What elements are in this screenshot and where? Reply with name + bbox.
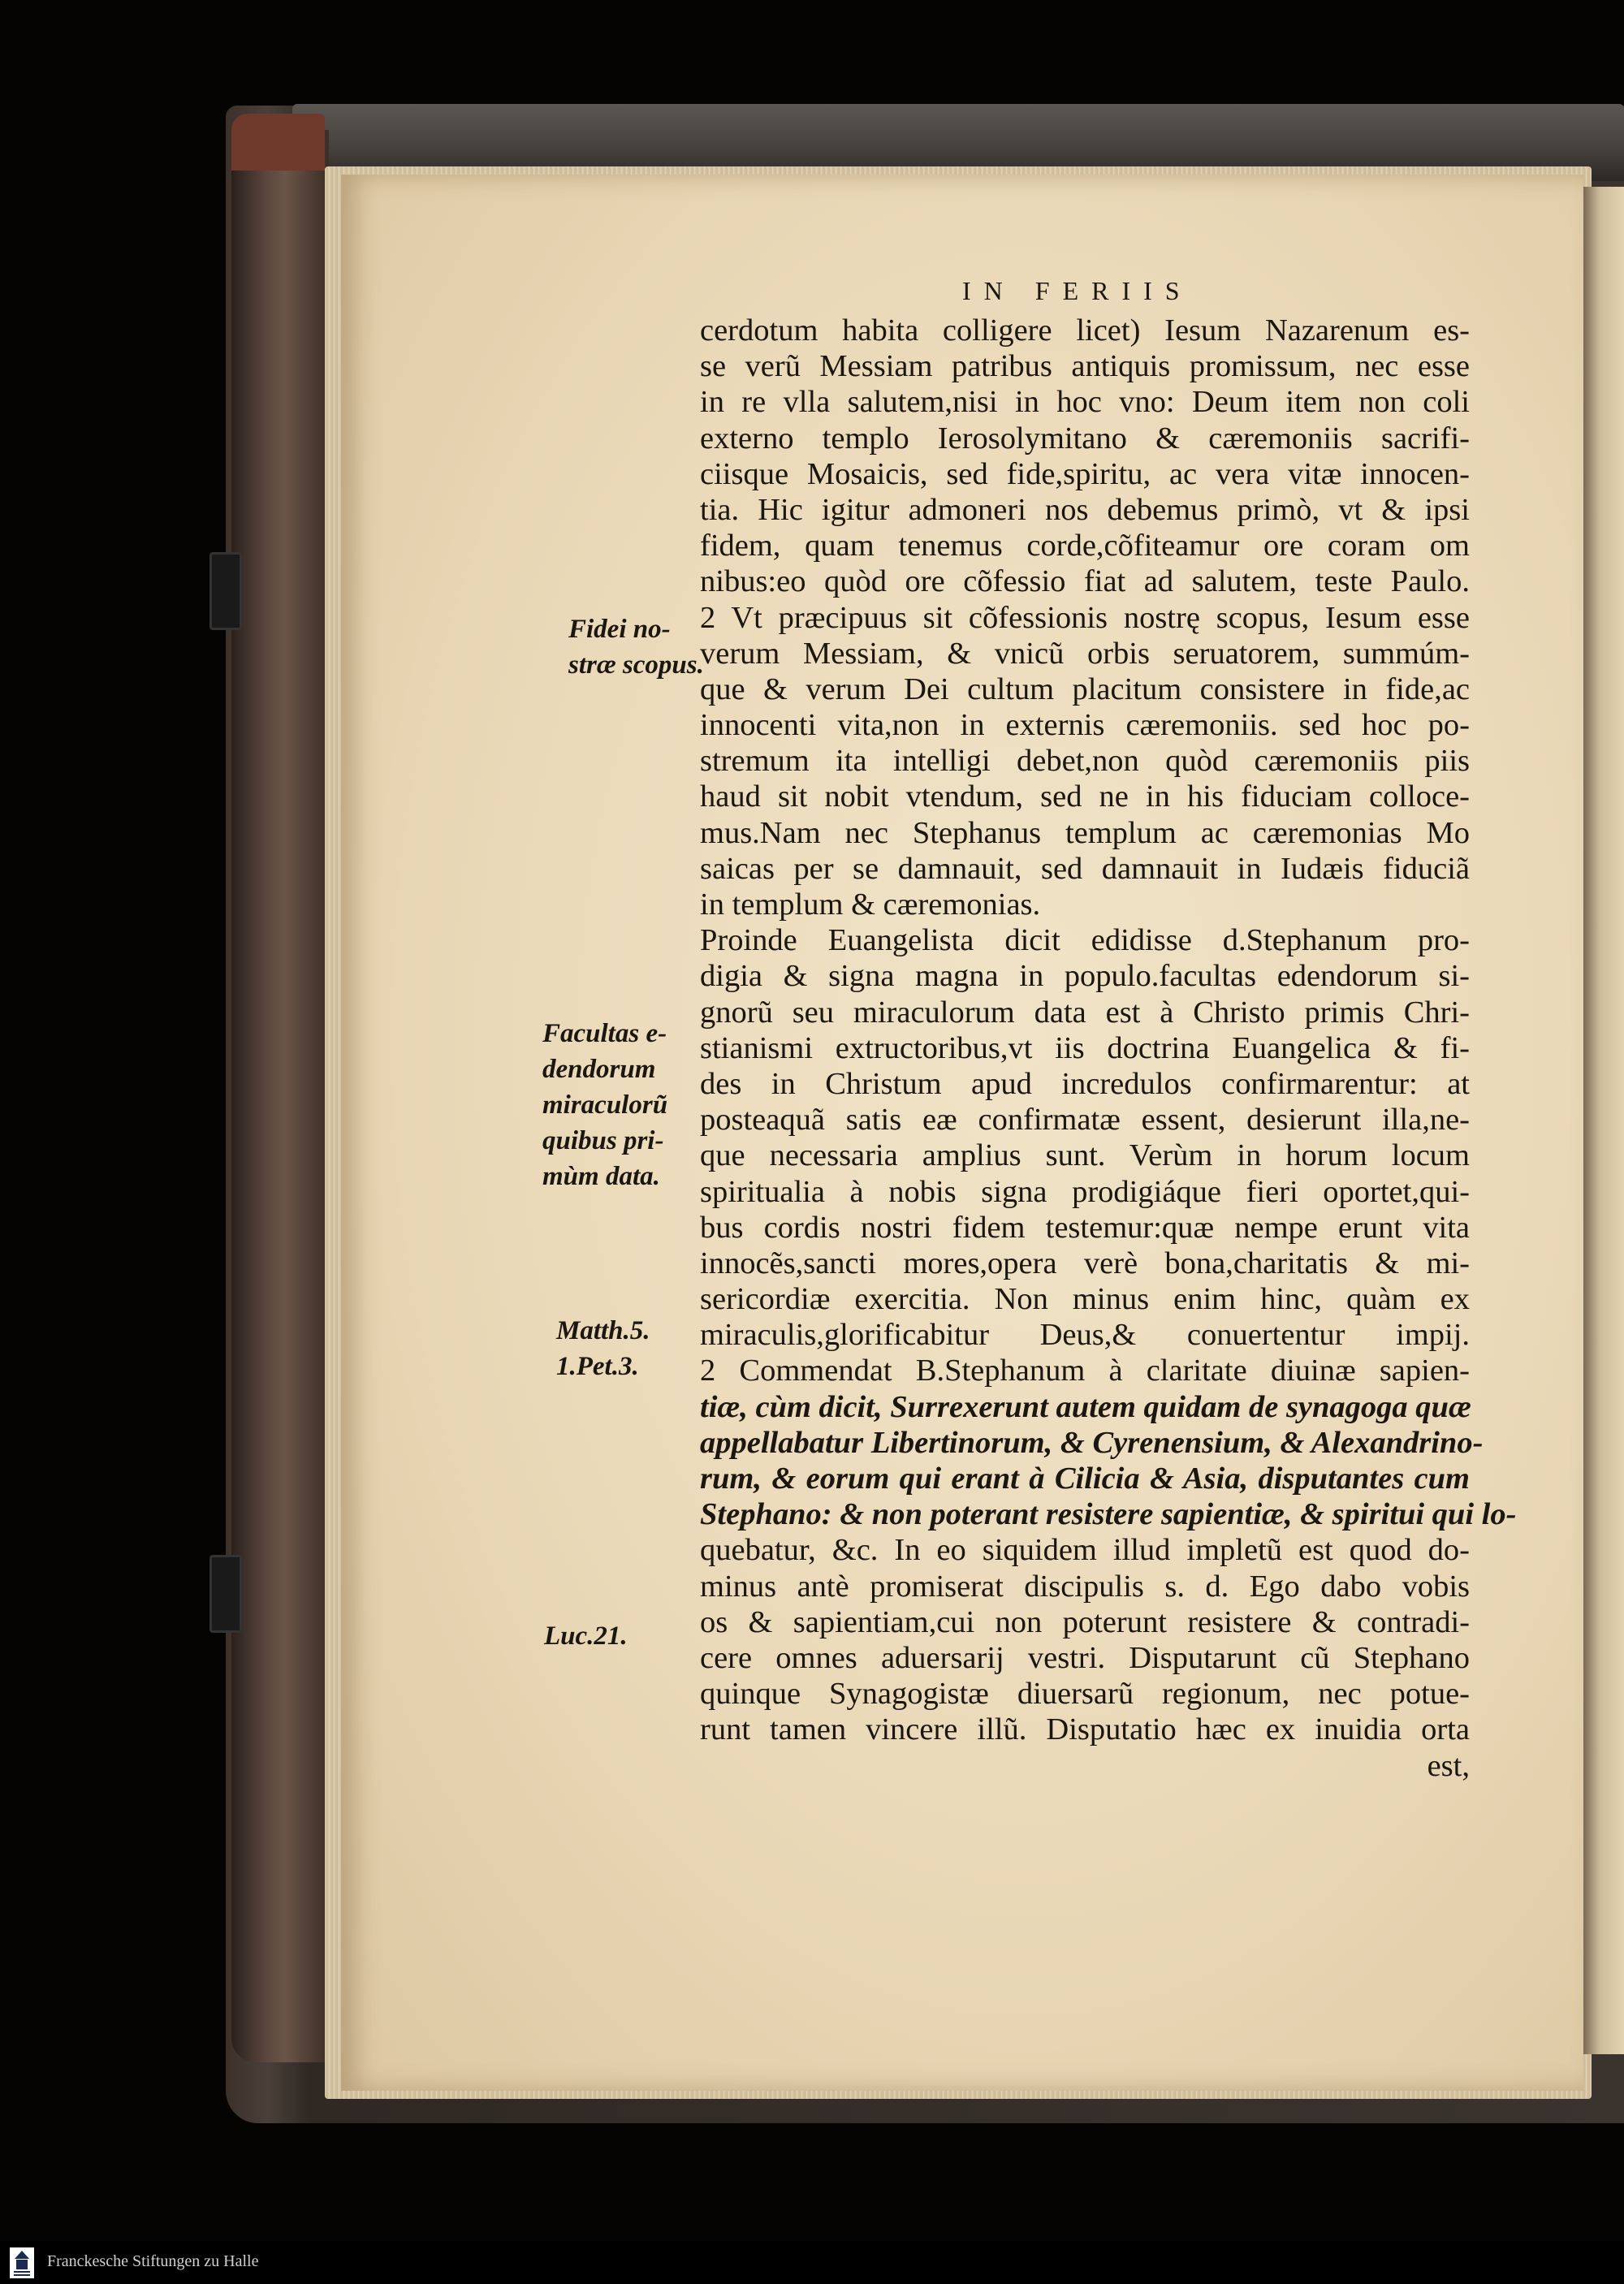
text-line: ciisque Mosaicis, sed fide,spiritu, ac vera vitæ innocen- (700, 456, 1470, 491)
text-line: bus cordis nostri fidem testemur:quæ nempe erunt vita (700, 1210, 1470, 1245)
text-line: tia. Hic igitur admoneri nos debemus primò, vt & ipsi (700, 492, 1470, 527)
text-line: que & verum Dei cultum placitum consistere in fide,ac (700, 671, 1470, 706)
text-line: innocẽs,sancti mores,opera verè bona,charitatis & mi- (700, 1246, 1470, 1280)
text-line: posteaquã satis eæ confirmatæ essent, desierunt illa,ne- (700, 1103, 1470, 1138)
spine-leather-corner (231, 114, 325, 171)
text-line: se verũ Messiam patribus antiquis promissum, nec esse (700, 349, 1470, 384)
margin-note-line: Luc.21. (544, 1621, 628, 1651)
margin-note-line: miraculorũ (542, 1090, 668, 1120)
text-line: in re vlla salutem,nisi in hoc vno: Deum item non coli (700, 385, 1470, 420)
text-line: spiritualia à nobis signa prodigiáque fieri oportet,qui- (700, 1174, 1470, 1209)
margin-note-luc (544, 1618, 628, 1654)
text-line: stianismi extructoribus,vt iis doctrina Euangelica & fi- (700, 1030, 1470, 1065)
margin-note-line: Fidei no- (568, 615, 671, 644)
text-line: que necessaria amplius sunt. Verùm in horum locum (700, 1138, 1470, 1173)
margin-note-matth (556, 1313, 650, 1384)
text-line: nibus:eo quòd ore cõfessio fiat ad salutem, teste Paulo. (700, 564, 1470, 599)
text-line: des in Christum apud incredulos confirmarentur: at (700, 1066, 1470, 1101)
margin-note-fidei (568, 611, 704, 683)
text-line-italic: appellabatur Libertinorum, & Cyrenensium, & Alexandrino- (700, 1425, 1484, 1460)
margin-note-line: Matth.5. (556, 1316, 650, 1345)
text-line: quinque Synagogistæ diuersarũ regionum, nec potue- (700, 1677, 1470, 1712)
text-line: Proinde Euangelista dicit edidisse d.Stephanum pro- (700, 923, 1470, 958)
text-line: minus antè promiserat discipulis s. d. Ego dabo vobis (700, 1569, 1470, 1604)
text-line: 2 Vt præcipuus sit cõfessionis nostrę scopus, Iesum esse (700, 600, 1470, 635)
text-line: fidem, quam tenemus corde,cõfiteamur ore coram om (700, 529, 1470, 563)
institution-logo-icon (10, 2247, 34, 2278)
book-spine (231, 130, 329, 2062)
text-line: in templum & cæremonias. (700, 887, 1041, 922)
margin-note-line: dendorum (542, 1055, 656, 1084)
clasp-lower (209, 1555, 242, 1633)
text-line-italic: Stephano: & non poterant resistere sapientiæ, & spiritui qui lo- (700, 1497, 1517, 1532)
margin-note-line: Facultas e- (542, 1019, 667, 1048)
catchword: est, (1427, 1748, 1470, 1783)
text-line: quebatur, &c. In eo siquidem illud impletũ est quod do- (700, 1533, 1470, 1568)
text-line: digia & signa magna in populo.facultas edendorum si- (700, 959, 1470, 994)
body-text (700, 313, 1517, 1784)
text-line: mus.Nam nec Stephanus templum ac cæremonias Mo (700, 815, 1470, 850)
text-line: cere omnes aduersarij vestri. Disputarunt cũ Stephano (700, 1640, 1470, 1675)
facing-page-edge (1583, 187, 1624, 2054)
text-line: externo templo Ierosolymitano & cæremoniis sacrifi- (700, 421, 1470, 456)
text-line: innocenti vita,non in externis cæremoniis. sed hoc po- (700, 708, 1470, 743)
text-line: cerdotum habita colligere licet) Iesum Nazarenum es- (700, 313, 1470, 348)
text-line: verum Messiam, & vnicũ orbis seruatorem, summúm- (700, 636, 1470, 671)
footer-bar (0, 2241, 1624, 2284)
margin-note-line: stræ scopus. (568, 650, 704, 680)
running-head: IN FERIIS (962, 276, 1193, 305)
margin-note-facultas (542, 1016, 667, 1194)
margin-note-line: quibus pri- (542, 1126, 664, 1155)
text-line-italic: tiæ, cùm dicit, Surrexerunt autem quidam de synagoga quæ (700, 1389, 1471, 1424)
text-line: os & sapientiam,cui non poterunt resistere & contradi- (700, 1604, 1470, 1639)
text-line: 2 Commendat B.Stephanum à claritate diuinæ sapien- (700, 1354, 1470, 1388)
text-line: stremum ita intelligi debet,non quòd cæremoniis piis (700, 744, 1470, 779)
institution-name: Franckesche Stiftungen zu Halle (47, 2252, 259, 2270)
text-line: sericordiæ exercitia. Non minus enim hinc, quàm ex (700, 1282, 1470, 1317)
text-line-italic: rum, & eorum qui erant à Cilicia & Asia, disputantes cum (700, 1462, 1470, 1496)
margin-note-line: mùm data. (542, 1162, 660, 1191)
text-line: miraculis,glorificabitur Deus,& conuertentur impij. (700, 1318, 1470, 1353)
text-line: gnorũ seu miraculorum data est à Christo primis Chri- (700, 995, 1470, 1030)
text-line: haud sit nobit vtendum, sed ne in his fiduciam colloce- (700, 779, 1470, 814)
margin-note-line: 1.Pet.3. (556, 1352, 639, 1381)
text-line: runt tamen vincere illũ. Disputatio hæc ex inuidia orta (700, 1712, 1470, 1747)
text-line: saicas per se damnauit, sed damnauit in Iudæis fiduciã (700, 851, 1470, 886)
clasp-upper (209, 552, 242, 630)
